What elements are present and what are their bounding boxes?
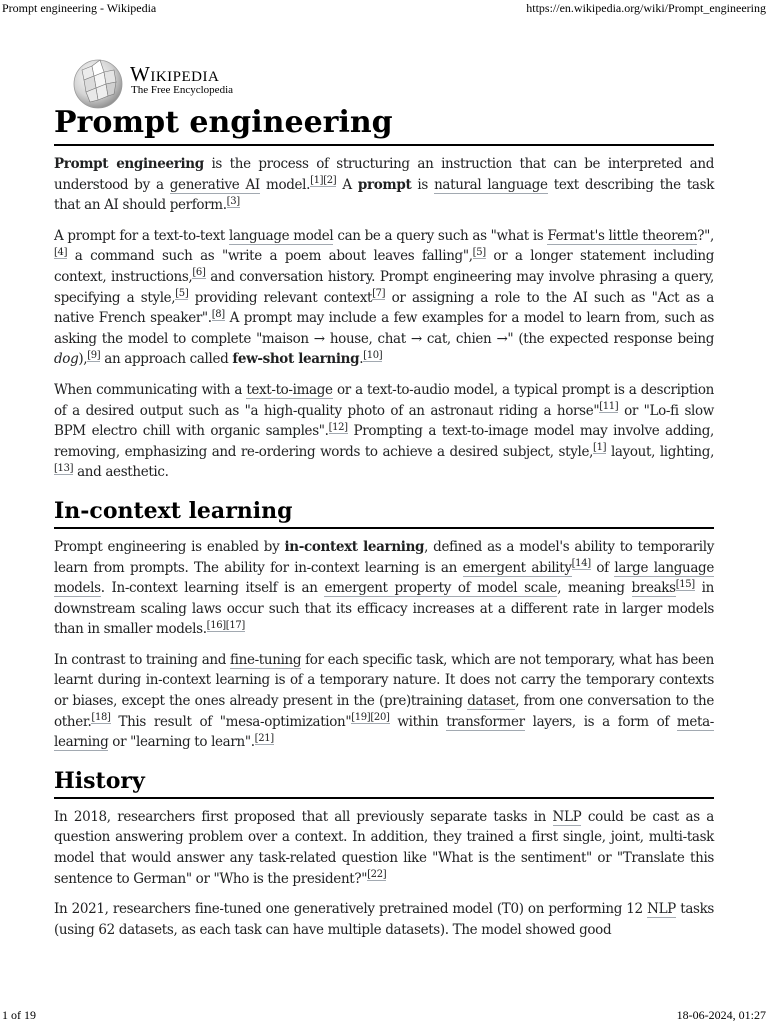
- wiki-link[interactable]: generative AI: [169, 176, 260, 193]
- bold-term: prompt: [357, 176, 412, 193]
- citation-link[interactable]: [18]: [91, 712, 111, 724]
- citation-link[interactable]: [4]: [54, 246, 68, 258]
- wiki-link[interactable]: text-to-image: [246, 381, 333, 398]
- italic-term: dog: [54, 351, 79, 368]
- citation-link[interactable]: [2]: [323, 175, 337, 187]
- text-run: layout, lighting,: [606, 443, 715, 460]
- citation: [54, 247, 67, 259]
- text-run: could be cast as a question answering problem over a context. In addition, they trained a first single, joint, multi-task model that would answer any task-related question like "What is the sentiment" or "Translate this sentence to German" or "Who is the president?": [54, 808, 714, 887]
- citation-link[interactable]: [20]: [370, 712, 390, 724]
- bold-term: in-context learning: [284, 538, 425, 555]
- wiki-link[interactable]: dataset: [467, 693, 516, 710]
- text-run: When communicating with a: [54, 381, 247, 398]
- citation-link[interactable]: [16]: [206, 619, 226, 631]
- text-run: providing relevant context: [188, 289, 373, 306]
- text-run: In contrast to training and: [54, 651, 230, 668]
- wikipedia-globe-icon: [72, 56, 124, 110]
- intro-paragraph: [54, 154, 714, 216]
- bold-term: few-shot learning: [232, 351, 360, 368]
- text-run: of: [590, 559, 615, 576]
- citation: [255, 733, 274, 745]
- text-run: ),: [78, 351, 88, 368]
- citation: [207, 620, 226, 632]
- citation: [227, 196, 240, 208]
- print-footer: [0, 1008, 768, 1024]
- section-paragraph: [54, 650, 714, 753]
- wiki-link[interactable]: language model: [228, 227, 334, 244]
- citation: [91, 712, 110, 724]
- text-run: in downstream scaling laws occur such that its efficacy increases at a different rate in larger models than in smaller models.: [54, 580, 714, 638]
- text-run: Prompting a text-to-image model may involve adding, removing, emphasizing and re-ordering words to achieve a desired subject, style,: [54, 423, 714, 460]
- citation-link[interactable]: [7]: [372, 288, 386, 300]
- wiki-link[interactable]: emergent ability: [462, 559, 572, 576]
- citation-link[interactable]: [15]: [675, 578, 695, 590]
- text-run: model.: [259, 176, 311, 193]
- text-run: within: [389, 713, 447, 730]
- citation: [572, 558, 591, 570]
- wiki-link[interactable]: emergent property of model scale: [324, 580, 558, 597]
- text-run: This result of "mesa-optimization": [110, 713, 352, 730]
- citation-link[interactable]: [21]: [254, 732, 274, 744]
- wiki-link[interactable]: natural language: [434, 176, 548, 193]
- section-heading: History: [54, 767, 714, 799]
- citation: [54, 463, 73, 475]
- wiki-link[interactable]: breaks: [631, 580, 676, 597]
- wiki-link[interactable]: transformer: [446, 713, 525, 730]
- citation: [351, 712, 370, 724]
- print-datetime: 18-06-2024, 01:27: [676, 1008, 766, 1022]
- citation-link[interactable]: [6]: [192, 267, 206, 279]
- text-run: , defined as a model's ability to temporarily learn from prompts. The ability for in-context learning is an: [54, 538, 715, 576]
- citation: [370, 712, 389, 724]
- print-page-url: https://en.wikipedia.org/wiki/Prompt_engineering: [526, 1, 766, 15]
- intro-paragraph: [54, 380, 714, 483]
- text-run: , from one conversation to the other.: [54, 693, 714, 730]
- text-run: text describing the task that an AI should perform.: [54, 176, 715, 214]
- text-run: for each specific task, which are not temporary, what has been learnt during in-context learning is of a temporary nature. It does not carry the temporary contexts or biases, except the ones already present in the (pre)training: [54, 651, 714, 710]
- citation: [329, 422, 348, 434]
- wiki-link[interactable]: NLP: [552, 808, 582, 825]
- article-sections: [54, 497, 714, 941]
- citation-link[interactable]: [9]: [87, 349, 101, 361]
- text-run: or a text-to-audio model, a typical prompt is a description of a desired output such as "a high-quality photo of an astronaut riding a horse": [54, 381, 714, 419]
- print-header: [0, 0, 768, 16]
- wiki-link[interactable]: Fermat's little theorem: [547, 227, 698, 244]
- citation: [87, 350, 100, 362]
- citation: [212, 309, 225, 321]
- wiki-link[interactable]: meta-learning: [54, 713, 714, 751]
- text-run: is: [411, 176, 435, 193]
- citation-link[interactable]: [19]: [351, 712, 371, 724]
- citation-link[interactable]: [5]: [175, 288, 189, 300]
- text-run: .: [359, 351, 364, 368]
- print-page-number: 1 of 19: [2, 1008, 36, 1022]
- text-run: . In-context learning itself is an: [100, 580, 325, 597]
- text-run: or "Lo-fi slow BPM electro chill with organic samples".: [54, 402, 715, 440]
- citation: [372, 288, 385, 300]
- text-run: or assigning a role to the AI such as "Act as a native French speaker".: [54, 289, 714, 327]
- citation-link[interactable]: [13]: [54, 462, 74, 474]
- citation: [310, 175, 323, 187]
- section-paragraph: [54, 899, 714, 940]
- citation: [593, 442, 606, 454]
- text-run: or "learning to learn".: [108, 734, 255, 751]
- wikipedia-wordmark: Wikipedia: [130, 62, 220, 86]
- text-run: In 2018, researchers first proposed that all previously separate tasks in: [54, 808, 553, 825]
- text-run: is the process of structuring an instruction that can be interpreted and understood by a: [54, 156, 714, 193]
- citation-link[interactable]: [8]: [211, 308, 225, 320]
- citation: [676, 579, 695, 591]
- citation-link[interactable]: [10]: [363, 349, 383, 361]
- citation: [192, 267, 205, 279]
- citation: [363, 350, 382, 362]
- citation-link[interactable]: [14]: [571, 558, 591, 569]
- citation-link[interactable]: [22]: [367, 869, 387, 881]
- citation: [367, 869, 386, 881]
- wiki-link[interactable]: fine-tuning: [230, 651, 302, 668]
- citation: [226, 620, 245, 632]
- citation: [175, 288, 188, 300]
- text-run: an approach called: [100, 351, 233, 368]
- text-run: , meaning: [557, 580, 632, 597]
- text-run: In 2021, researchers fine-tuned one generatively pretrained model (T0) on performing 12: [54, 901, 648, 918]
- text-run: and conversation history. Prompt engineering may involve phrasing a query, specifying a style,: [54, 268, 715, 306]
- section-paragraph: [54, 807, 714, 889]
- wikipedia-tagline: The Free Encyclopedia: [131, 84, 234, 96]
- text-run: A prompt may include a few examples for a model to learn from, such as asking the model to complete "maison → house, chat → cat, chien →" (the expected response being: [54, 310, 714, 347]
- wiki-link[interactable]: NLP: [647, 901, 676, 918]
- bold-term: Prompt engineering: [54, 156, 204, 172]
- text-run: A: [336, 176, 358, 193]
- citation: [473, 247, 486, 259]
- wiki-link[interactable]: large language models: [54, 559, 714, 597]
- text-run: ?",: [697, 227, 714, 244]
- section-heading: In-context learning: [54, 497, 714, 529]
- text-run: a command such as "write a poem about leaves falling",: [67, 248, 473, 265]
- text-run: or a longer statement including context, instructions,: [54, 248, 714, 285]
- citation-link[interactable]: [1]: [310, 175, 324, 187]
- citation: [323, 175, 336, 187]
- text-run: tasks (using 62 datasets, as each task can have multiple datasets). The model showed good: [54, 901, 715, 938]
- citation-link[interactable]: [5]: [472, 246, 486, 258]
- text-run: can be a query such as "what is: [333, 227, 548, 244]
- article-title: Prompt engineering: [54, 104, 714, 146]
- article-intro: [54, 154, 714, 483]
- text-run: Prompt engineering is enabled by: [54, 538, 285, 555]
- intro-paragraph: [54, 226, 714, 370]
- citation-link[interactable]: [11]: [599, 401, 619, 413]
- citation-link[interactable]: [3]: [226, 195, 240, 207]
- print-page-title: Prompt engineering - Wikipedia: [2, 1, 157, 15]
- citation-link[interactable]: [1]: [593, 442, 607, 454]
- text-run: and aesthetic.: [73, 464, 169, 481]
- citation: [599, 401, 618, 413]
- article-content: [54, 104, 714, 950]
- text-run: layers, is a form of: [524, 713, 677, 730]
- text-run: A prompt for a text-to-text: [54, 227, 229, 244]
- section-paragraph: [54, 537, 714, 640]
- citation-link[interactable]: [12]: [328, 421, 348, 433]
- citation-link[interactable]: [17]: [225, 619, 245, 631]
